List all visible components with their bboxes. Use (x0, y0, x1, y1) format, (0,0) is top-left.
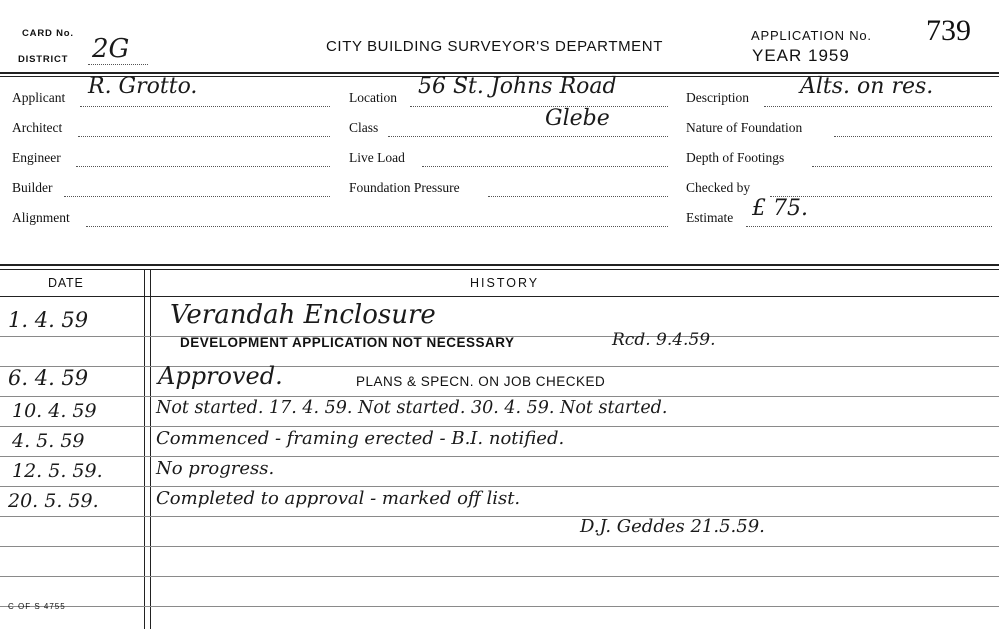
district-value: 2G (92, 34, 130, 64)
history-entry: Completed to approval - marked off list. (156, 488, 521, 509)
history-column-header: HISTORY (470, 276, 540, 290)
history-entry: Verandah Enclosure (170, 300, 436, 330)
description-label: Description (686, 90, 749, 105)
alignment-label: Alignment (12, 210, 70, 225)
foundation-pressure-label: Foundation Pressure (349, 180, 460, 195)
history-entry: Commenced - framing erected - B.I. notified. (156, 428, 565, 449)
history-date: 10. 4. 59 (12, 400, 97, 422)
live-load-label: Live Load (349, 150, 405, 165)
builder-label: Builder (12, 180, 53, 195)
architect-label: Architect (12, 120, 63, 135)
estimate-value: £ 75. (752, 196, 808, 221)
history-date: 20. 5. 59. (8, 490, 99, 512)
estimate-label: Estimate (686, 210, 734, 225)
date-column-header: DATE (48, 276, 84, 290)
history-date: 12. 5. 59. (12, 460, 103, 482)
history-entry: No progress. (156, 458, 275, 479)
year-label: YEAR 1959 (752, 46, 850, 65)
application-no-label: APPLICATION No. (751, 28, 872, 43)
checked-by-label: Checked by (686, 180, 751, 195)
plans-checked-stamp: PLANS & SPECN. ON JOB CHECKED (356, 374, 606, 389)
department-title: CITY BUILDING SURVEYOR'S DEPARTMENT (326, 38, 663, 55)
depth-of-footings-label: Depth of Footings (686, 150, 785, 165)
history-date: 4. 5. 59 (12, 430, 85, 452)
application-number: 739 (926, 14, 971, 47)
history-entry: Not started. 17. 4. 59. Not started. 30. 4. 59. Not started. (156, 398, 668, 418)
description-value: Alts. on res. (800, 74, 934, 99)
nature-of-foundation-label: Nature of Foundation (686, 120, 803, 135)
development-stamp: DEVELOPMENT APPLICATION NOT NECESSARY (180, 335, 515, 350)
received-note: Rcd. 9.4.59. (612, 330, 716, 350)
inspector-signature: D.J. Geddes 21.5.59. (580, 516, 765, 537)
card-no-label: CARD No. (22, 28, 74, 39)
history-date: 1. 4. 59 (8, 308, 89, 332)
location-label: Location (349, 90, 397, 105)
applicant-value: R. Grotto. (88, 74, 198, 99)
history-entry: Approved. (158, 362, 283, 390)
applicant-label: Applicant (12, 90, 66, 105)
district-label: DISTRICT (18, 54, 69, 65)
history-date: 6. 4. 59 (8, 366, 89, 390)
location-value-2: Glebe (545, 106, 610, 131)
location-value: 56 St. Johns Road (418, 74, 617, 99)
class-label: Class (349, 120, 379, 135)
form-code: C OF S 4755 (8, 602, 66, 611)
engineer-label: Engineer (12, 150, 61, 165)
